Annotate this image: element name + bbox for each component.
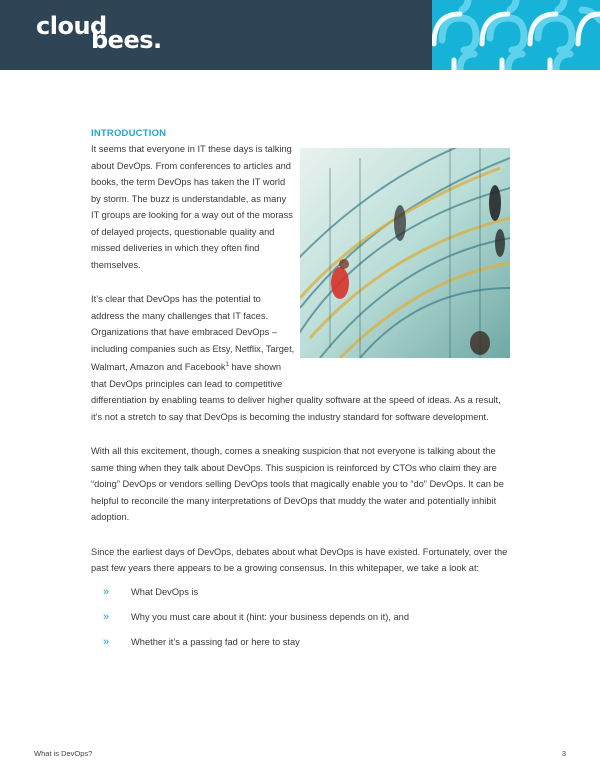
page-footer	[34, 749, 566, 758]
section-title: INTRODUCTION	[91, 128, 167, 139]
footnote-marker[interactable]: 1	[225, 362, 229, 368]
chevron-right-icon: »	[103, 585, 110, 598]
list-item: » Why you must care about it (hint: your business depends on it), and	[91, 610, 511, 635]
logo-word-bees: bees.	[91, 26, 162, 54]
footer-doc-title: What is DevOps?	[34, 749, 93, 758]
topic-list	[91, 585, 511, 660]
intro-paragraph-2: It’s clear that DevOps has the potential to address the many challenges that IT faces. Organizations that have embraced DevOps – including companies such as Etsy, Netflix, Target, Walmart, Amazon and Facebook$^1$ have shown that DevOps principles can lead to competitive differentiation by enabling teams to deliver higher quality software at the speed of ideas. As a result, it’s not a stretch to say that DevOps is becoming the industry standard for software development.	[91, 294, 501, 422]
hexagon-pattern-icon	[432, 0, 600, 70]
main-content	[91, 128, 511, 660]
list-item: » Whether it’s a passing fad or here to stay	[91, 635, 511, 660]
logo-word-cloud: cloud	[36, 12, 107, 40]
page-number: 3	[561, 749, 566, 758]
chevron-right-icon: »	[103, 635, 110, 648]
decorative-pattern	[432, 0, 600, 70]
intro-paragraph-4: Since the earliest days of DevOps, debates about what DevOps is have existed. Fortunately, over the past few years there appears to be a growing consensus. In this whitepaper, we take a look at:	[91, 546, 508, 574]
chevron-right-icon: »	[103, 610, 110, 623]
page-header	[0, 0, 600, 70]
intro-paragraph-3: With all this excitement, though, comes a sneaking suspicion that not everyone is talking about the same thing when they talk about DevOps. This suspicion is reinforced by CTOs who claim they are “doing” DevOps or vendors selling DevOps tools that magically enable you to “do” DevOps. It can be helpful to reconcile the many interpretations of DevOps that muddy the water and potentially inhibit adoption.	[91, 446, 504, 523]
list-item: » What DevOps is	[91, 585, 511, 610]
cloudbees-logo	[36, 12, 162, 54]
intro-paragraph-1: It seems that everyone in IT these days is talking about DevOps. From conferences to articles and books, the term DevOps has taken the IT world by storm. The buzz is understandable, as many IT groups are looking for a way out of the morass of delayed projects, questionable quality and missed deliveries in which they often find themselves.	[91, 144, 293, 270]
